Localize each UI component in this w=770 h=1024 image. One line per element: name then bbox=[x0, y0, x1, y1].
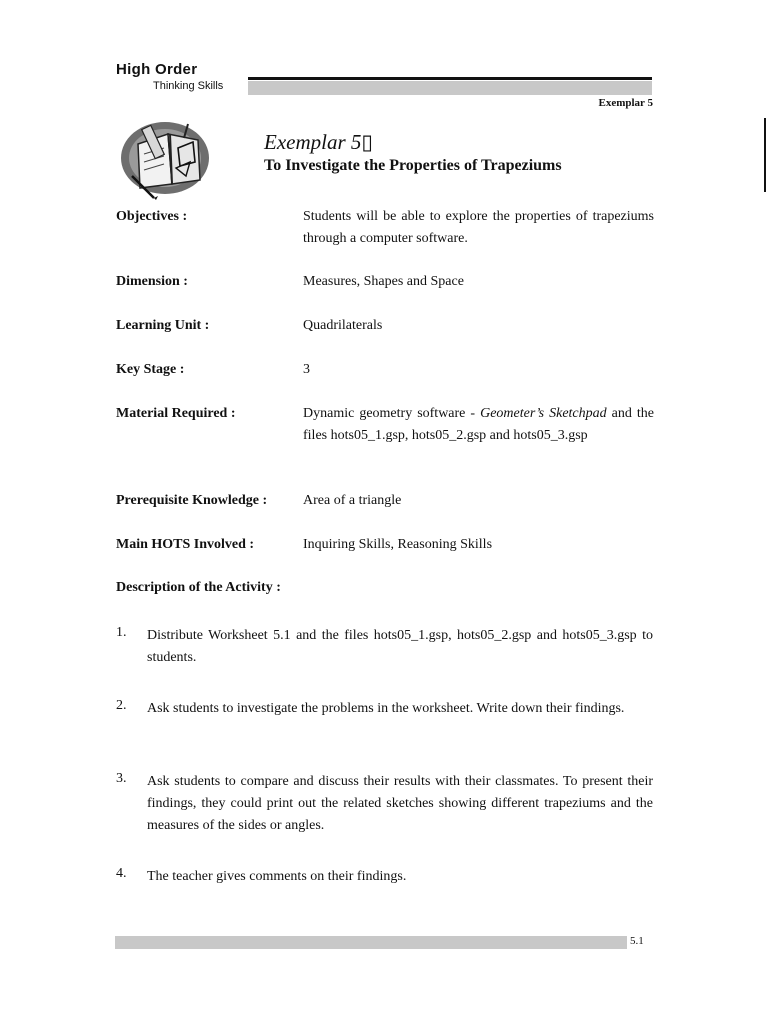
step-number: 4. bbox=[116, 866, 127, 881]
description-heading: Description of the Activity : bbox=[116, 580, 281, 595]
exemplar-tag: Exemplar 5 bbox=[598, 97, 653, 109]
key-stage-label: Key Stage : bbox=[116, 362, 185, 377]
learning-unit-value: Quadrilaterals bbox=[303, 318, 383, 333]
dimension-value: Measures, Shapes and Space bbox=[303, 274, 464, 289]
header-rule bbox=[248, 77, 652, 80]
material-value-files: and the files hots05_1.gsp, hots05_2.gsp and hots05_3.gsp bbox=[303, 406, 654, 443]
objectives-label: Objectives : bbox=[116, 209, 188, 224]
material-value bbox=[303, 403, 654, 447]
key-stage-value: 3 bbox=[303, 362, 310, 377]
brand-title: High Order bbox=[116, 61, 198, 78]
prerequisite-label: Prerequisite Knowledge : bbox=[116, 493, 268, 508]
hots-value: Inquiring Skills, Reasoning Skills bbox=[303, 537, 493, 552]
hots-label: Main HOTS Involved : bbox=[116, 537, 255, 552]
step-text: Distribute Worksheet 5.1 and the files hots05_1.gsp, hots05_2.gsp and hots05_3.gsp to students. bbox=[147, 628, 653, 665]
page-subtitle: To Investigate the Properties of Trapeziums bbox=[264, 157, 562, 174]
step-number: 1. bbox=[116, 625, 127, 640]
step-text: The teacher gives comments on their findings. bbox=[147, 869, 407, 884]
software-name: Geometer’s Sketchpad bbox=[480, 406, 607, 421]
dimension-label: Dimension : bbox=[116, 274, 188, 289]
step-number: 2. bbox=[116, 698, 127, 713]
header-bar bbox=[248, 81, 652, 95]
material-label: Material Required : bbox=[116, 406, 236, 421]
step-text: Ask students to investigate the problems in the worksheet. Write down their findings. bbox=[147, 701, 625, 716]
objectives-value: Students will be able to explore the properties of trapeziums through a computer software. bbox=[303, 209, 654, 246]
learning-unit-label: Learning Unit : bbox=[116, 318, 210, 333]
material-value-text: Dynamic geometry software - bbox=[303, 406, 481, 421]
step-number: 3. bbox=[116, 771, 127, 786]
brand-subtitle: Thinking Skills bbox=[153, 80, 224, 92]
page-number: 5.1 bbox=[630, 935, 644, 947]
margin-rule bbox=[764, 118, 766, 192]
step-text: Ask students to compare and discuss their results with their classmates. To present their findings, they could print out the related sketches showing different trapeziums and the measures of the sides or angles. bbox=[147, 774, 653, 833]
footer-bar bbox=[115, 936, 627, 949]
prerequisite-value: Area of a triangle bbox=[303, 493, 402, 508]
geometry-drawing-tools-icon bbox=[118, 118, 218, 200]
page-title: Exemplar 5▯ bbox=[264, 130, 373, 154]
